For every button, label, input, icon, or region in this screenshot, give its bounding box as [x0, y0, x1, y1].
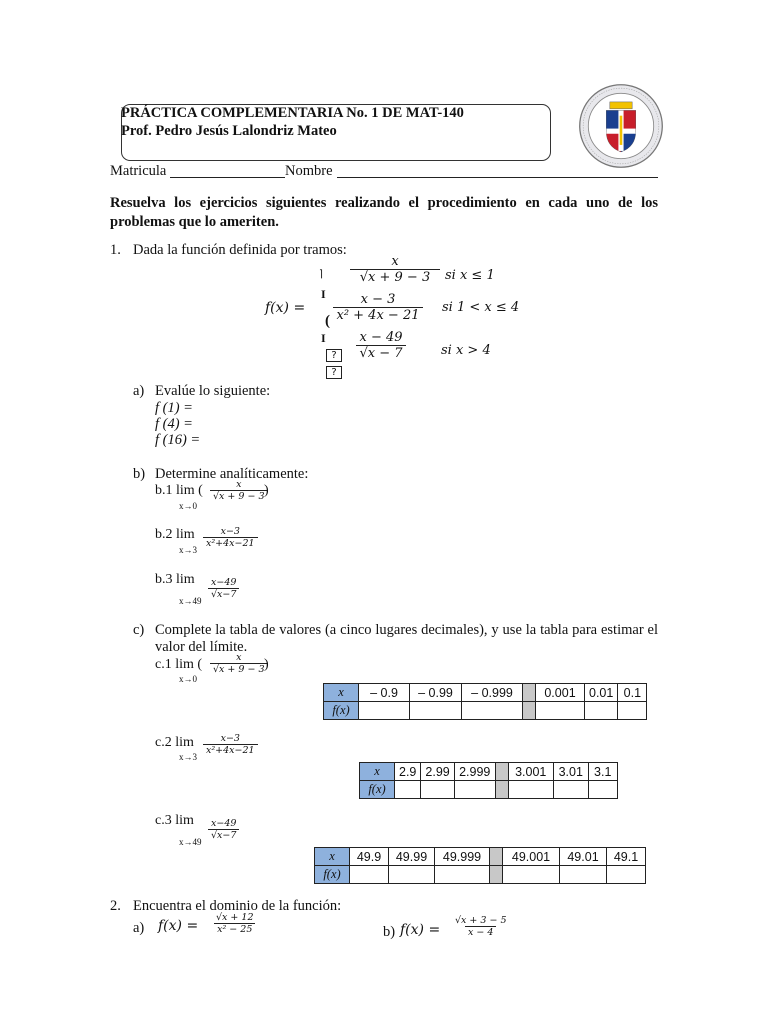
table-header-fx: f(x) — [360, 781, 395, 799]
q2b-fraction — [452, 915, 510, 938]
q1a-text: Evalúe lo siguiente: — [155, 383, 271, 399]
answer-cell[interactable] — [350, 866, 389, 884]
q2a-label: a) — [133, 920, 145, 936]
answer-cell[interactable] — [503, 866, 560, 884]
table-header-fx: f(x) — [315, 866, 350, 884]
fraction-numerator: √x + 12 — [216, 912, 254, 923]
instructions: Resuelva los ejercicios siguientes realizando el procedimiento en cada uno de los problemas que lo ameriten. — [110, 195, 658, 230]
table-header-x: x — [324, 684, 359, 702]
q1-number: 1. — [110, 242, 121, 258]
table-cell: 0.1 — [618, 684, 647, 702]
piece-3-denominator: √x − 7 — [356, 345, 405, 361]
table-gap-cell — [495, 781, 508, 799]
nombre-field[interactable] — [337, 163, 658, 178]
table-gap-cell — [490, 848, 503, 866]
eval-item: f (1) = — [155, 400, 193, 416]
q1c-label: c) — [133, 622, 145, 638]
table-cell: 49.01 — [560, 848, 607, 866]
limit-word: lim — [175, 735, 194, 750]
fraction-denominator: √x−7 — [208, 588, 239, 600]
q2a-fx: f(x) = — [158, 918, 199, 934]
table-cell: 0.01 — [585, 684, 618, 702]
fraction-numerator: x−49 — [211, 577, 237, 588]
table-row — [324, 702, 647, 720]
answer-cell[interactable] — [454, 781, 495, 799]
limit-word: lim — [176, 527, 195, 542]
paren-close: ) — [264, 483, 269, 498]
table-cell: 0.001 — [536, 684, 585, 702]
limit-c2-fraction — [203, 733, 258, 756]
limit-c2 — [155, 735, 194, 751]
answer-cell[interactable] — [435, 866, 490, 884]
limit-word: lim — [176, 572, 195, 587]
table-gap-cell — [523, 702, 536, 720]
piece-1-fraction — [350, 254, 440, 285]
fraction-denominator: √x + 9 − 3 — [210, 490, 268, 502]
limit-c1-fraction — [210, 652, 268, 675]
limit-b2 — [155, 527, 195, 543]
piece-2-numerator: x − 3 — [360, 292, 396, 307]
limit-b1 — [155, 483, 203, 499]
limit-subscript: x→0 — [179, 674, 197, 684]
answer-cell[interactable] — [585, 702, 618, 720]
limit-subscript: x→49 — [179, 596, 202, 606]
fraction-numerator: x — [236, 652, 242, 663]
piece-1-denominator: √x + 9 − 3 — [350, 269, 440, 285]
q1b-label: b) — [133, 466, 146, 482]
piece-2-fraction — [333, 292, 423, 323]
limit-b1-fraction — [210, 479, 268, 502]
limit-b3-fraction — [208, 577, 239, 600]
document-title: PRÁCTICA COMPLEMENTARIA No. 1 DE MAT-140 — [121, 105, 464, 121]
paren-open: ( — [198, 483, 203, 498]
fraction-denominator: x − 4 — [465, 926, 496, 938]
answer-cell[interactable] — [536, 702, 585, 720]
matricula-label: Matricula — [110, 163, 167, 179]
answer-cell[interactable] — [508, 781, 553, 799]
fraction-numerator: x−3 — [220, 526, 240, 537]
table-gap-cell — [495, 763, 508, 781]
table-cell: 2.99 — [421, 763, 454, 781]
table-cell: 49.001 — [503, 848, 560, 866]
fraction-denominator: x²+4x−21 — [203, 537, 258, 549]
answer-cell[interactable] — [588, 781, 617, 799]
table-cell: – 0.9 — [359, 684, 410, 702]
answer-cell[interactable] — [607, 866, 646, 884]
limit-id: c.3 — [155, 813, 172, 828]
piece-2-condition: si 1 < x ≤ 4 — [442, 300, 520, 315]
piece-1-numerator: x — [391, 254, 399, 269]
table-cell: 3.1 — [588, 763, 617, 781]
fraction-numerator: x — [236, 479, 242, 490]
limit-id: c.1 — [155, 657, 172, 672]
table-row — [324, 684, 647, 702]
table-gap-cell — [490, 866, 503, 884]
table-row — [360, 781, 618, 799]
q1-text: Dada la función definida por tramos: — [133, 242, 347, 258]
answer-cell[interactable] — [462, 702, 523, 720]
table-cell: – 0.99 — [410, 684, 462, 702]
brace-mark: ( — [325, 313, 330, 329]
fraction-denominator: √x + 9 − 3 — [210, 663, 268, 675]
table-header-x: x — [315, 848, 350, 866]
table-row — [315, 848, 646, 866]
table-cell: 49.99 — [389, 848, 435, 866]
q2-number: 2. — [110, 898, 121, 914]
table-gap-cell — [523, 684, 536, 702]
answer-cell[interactable] — [389, 866, 435, 884]
table-row — [360, 763, 618, 781]
fraction-denominator: √x−7 — [208, 829, 239, 841]
nombre-label: Nombre — [285, 163, 333, 179]
limit-subscript: x→0 — [179, 501, 197, 511]
limit-word: lim — [175, 813, 194, 828]
fraction-numerator: x−3 — [220, 733, 240, 744]
limit-c1 — [155, 657, 202, 673]
brace-mark: ? — [326, 349, 342, 362]
piece-3-condition: si x > 4 — [441, 343, 491, 358]
limit-id: c.2 — [155, 735, 172, 750]
limit-word: lim — [175, 657, 194, 672]
answer-cell[interactable] — [553, 781, 588, 799]
table-cell: 2.999 — [454, 763, 495, 781]
table-header-x: x — [360, 763, 395, 781]
value-table-c1 — [323, 683, 647, 720]
matricula-field[interactable] — [170, 163, 285, 178]
limit-b2-fraction — [203, 526, 258, 549]
eval-item: f (16) = — [155, 432, 201, 448]
fraction-denominator: x² − 25 — [214, 923, 255, 935]
table-cell: 49.9 — [350, 848, 389, 866]
brace-mark: I — [321, 287, 326, 301]
q1a-label: a) — [133, 383, 145, 399]
q1b-text: Determine analíticamente: — [155, 466, 309, 482]
piece-1-condition: si x ≤ 1 — [445, 268, 495, 283]
value-table-c2 — [359, 762, 618, 799]
limit-c3 — [155, 813, 194, 829]
value-table-c3 — [314, 847, 646, 884]
brace-mark: I — [321, 331, 326, 345]
fraction-denominator: x²+4x−21 — [203, 744, 258, 756]
answer-cell[interactable] — [421, 781, 454, 799]
fraction-numerator: √x + 3 − 5 — [455, 915, 507, 926]
table-cell: 49.999 — [435, 848, 490, 866]
table-cell: 3.01 — [553, 763, 588, 781]
limit-subscript: x→49 — [179, 837, 202, 847]
limit-id: b.3 — [155, 572, 173, 587]
limit-word: lim — [176, 483, 195, 498]
limit-subscript: x→3 — [179, 545, 197, 555]
piecewise-fx: f(x) = — [265, 300, 306, 316]
q1c-text: Complete la tabla de valores (a cinco lugares decimales), y use la tabla para estimar el valor del límite. — [155, 622, 658, 655]
limit-subscript: x→3 — [179, 752, 197, 762]
table-row — [315, 866, 646, 884]
brace-mark: ? — [326, 366, 342, 379]
answer-cell[interactable] — [560, 866, 607, 884]
q2b-fx: f(x) = — [400, 922, 441, 938]
limit-id: b.1 — [155, 483, 173, 498]
table-cell: 3.001 — [508, 763, 553, 781]
q2-text: Encuentra el dominio de la función: — [133, 898, 342, 914]
piece-3-numerator: x − 49 — [359, 330, 403, 345]
eval-item: f (4) = — [155, 416, 193, 432]
brace-mark: ⌉ — [319, 269, 323, 280]
piece-2-denominator: x² + 4x − 21 — [333, 307, 422, 323]
q2b-label: b) — [383, 924, 396, 940]
table-cell: – 0.999 — [462, 684, 523, 702]
answer-cell[interactable] — [359, 702, 410, 720]
fraction-numerator: x−49 — [211, 818, 237, 829]
answer-cell[interactable] — [410, 702, 462, 720]
limit-id: b.2 — [155, 527, 173, 542]
q2a-fraction — [213, 912, 257, 935]
piece-3-fraction — [353, 330, 409, 361]
table-header-fx: f(x) — [324, 702, 359, 720]
paren-close: ) — [264, 657, 269, 672]
paren-open: ( — [197, 657, 203, 672]
table-cell: 49.1 — [607, 848, 646, 866]
university-seal-icon — [578, 83, 664, 169]
limit-b3 — [155, 572, 195, 588]
answer-cell[interactable] — [618, 702, 647, 720]
limit-c3-fraction — [208, 818, 239, 841]
answer-cell[interactable] — [395, 781, 421, 799]
professor-name: Prof. Pedro Jesús Lalondriz Mateo — [121, 123, 337, 139]
table-cell: 2.9 — [395, 763, 421, 781]
